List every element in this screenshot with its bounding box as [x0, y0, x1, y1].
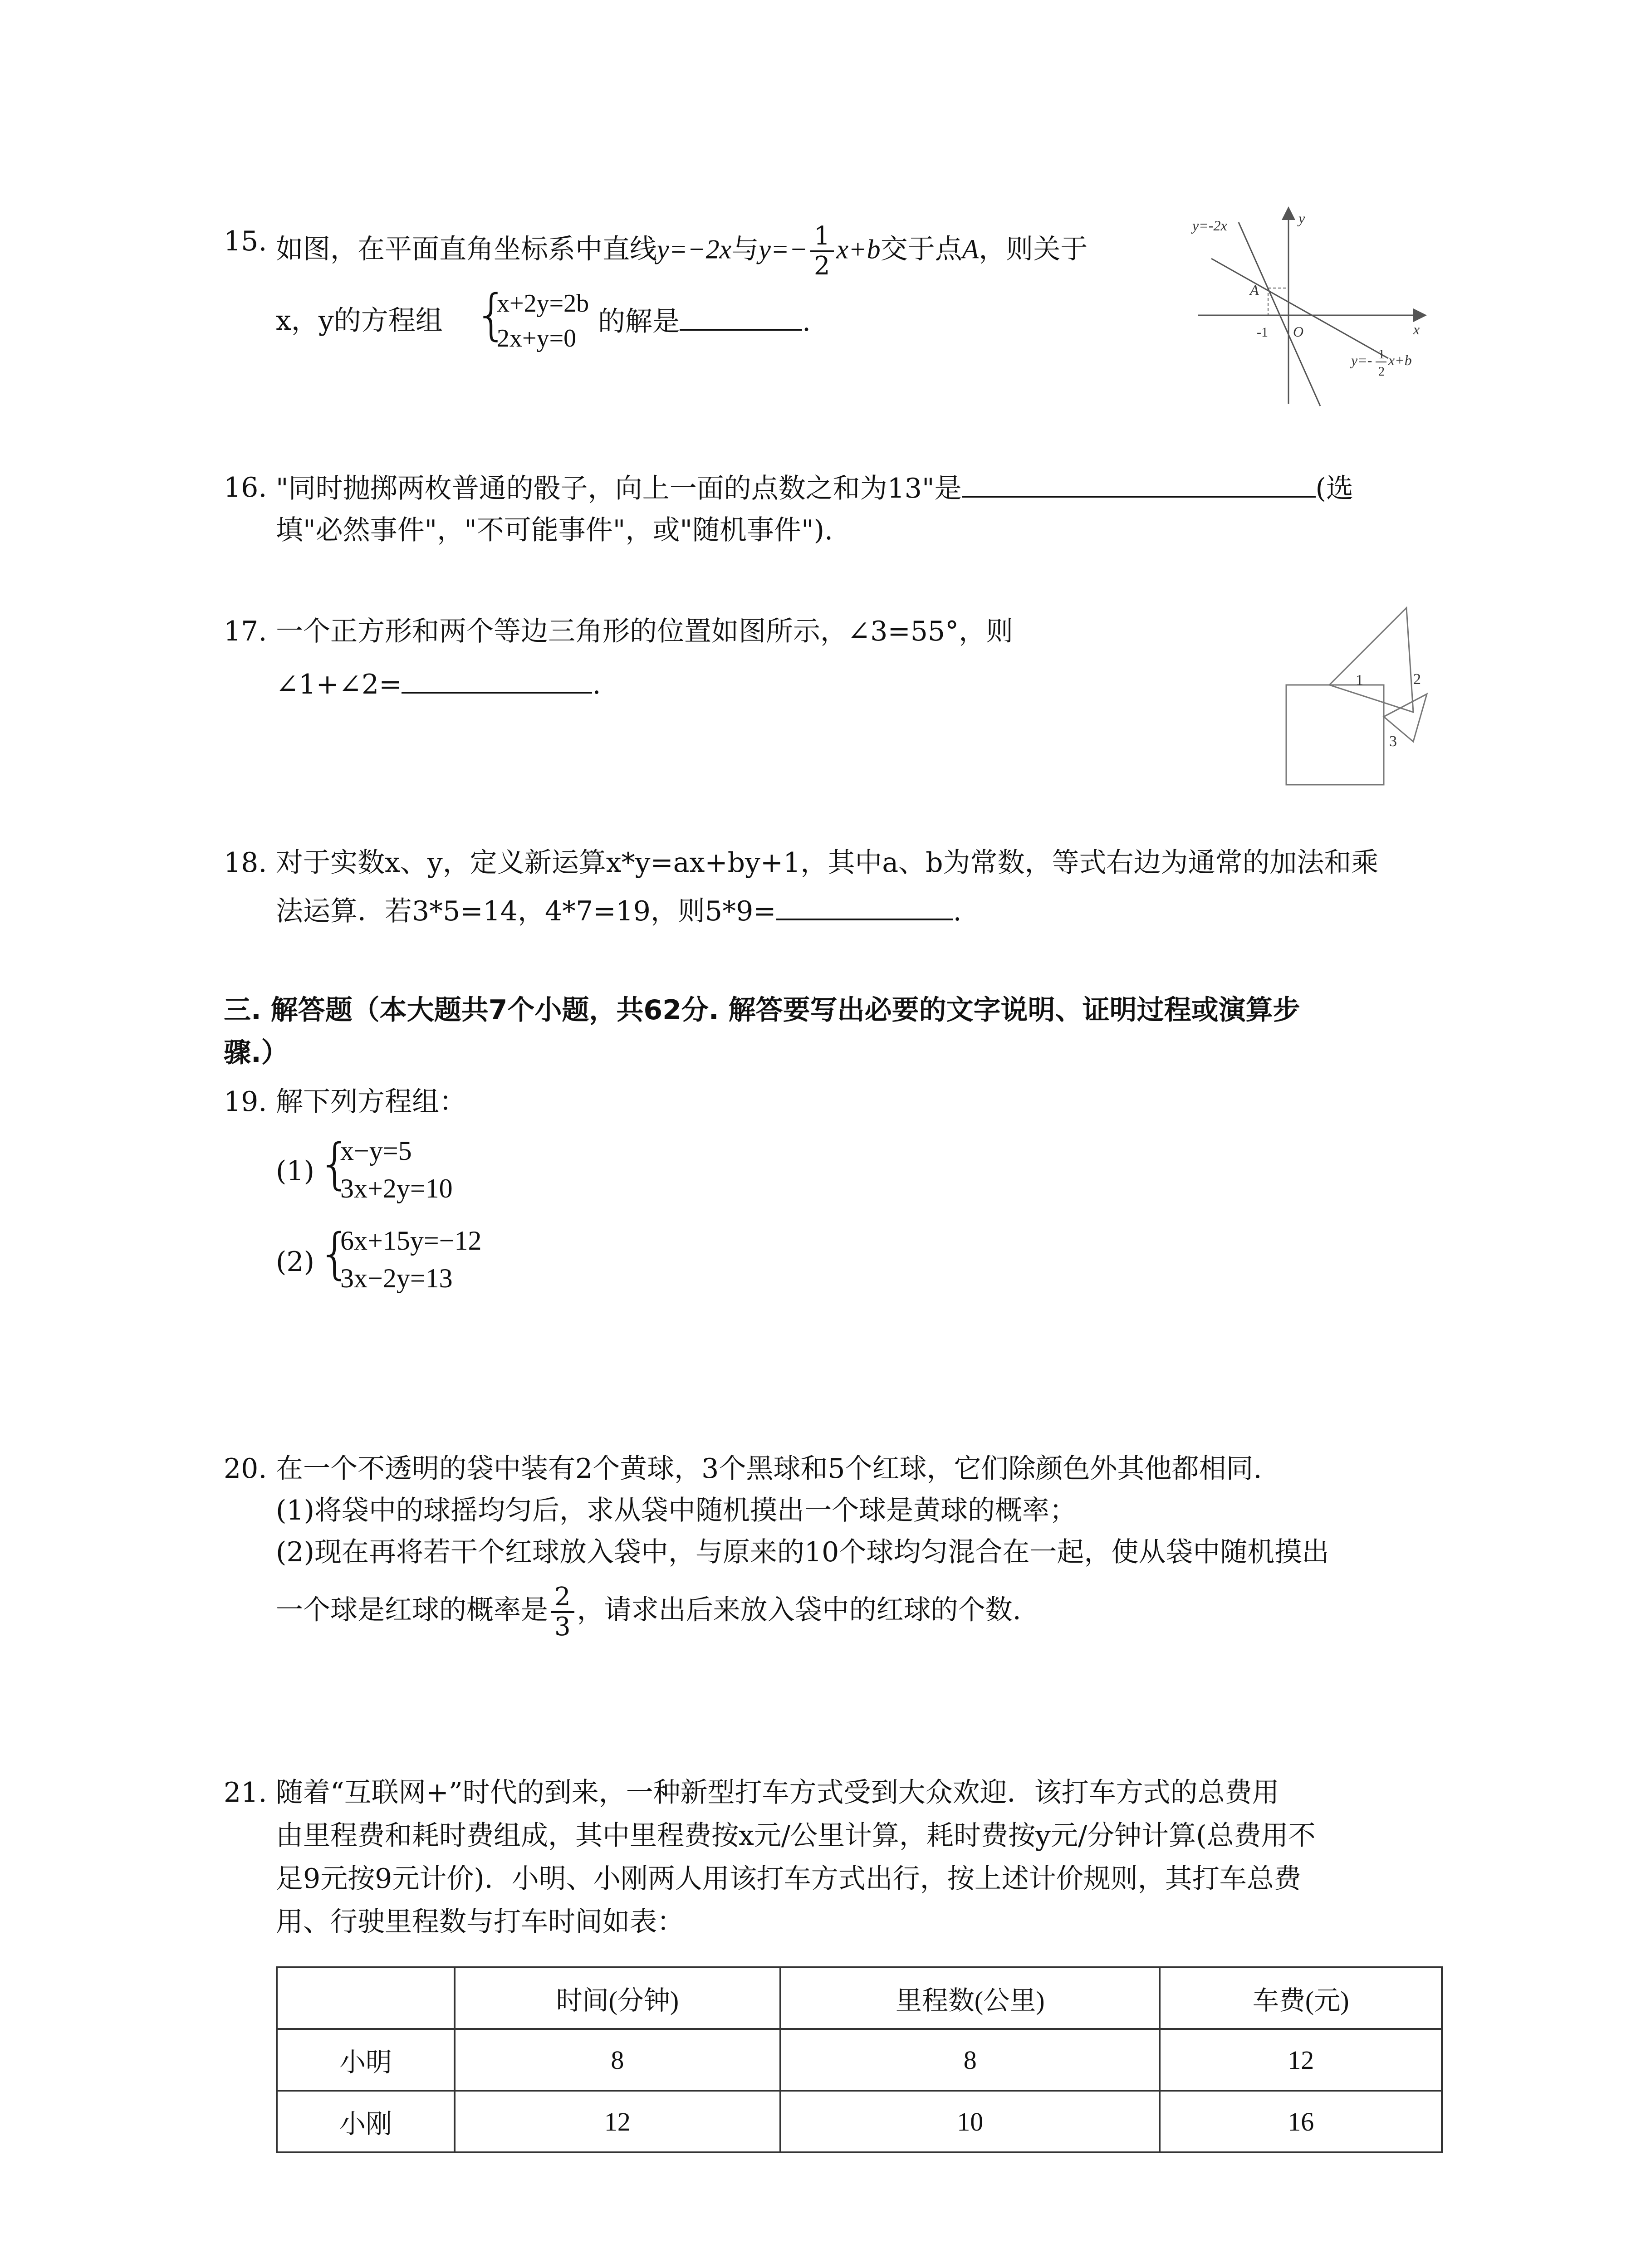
q16-text: "同时抛掷两枚普通的骰子，向上一面的点数之和为13"是 [276, 473, 962, 504]
q15-text-b: 与 [731, 233, 759, 265]
q20-number: 20. [224, 1453, 267, 1485]
square-shape [1286, 685, 1384, 785]
table-cell: 8 [455, 2029, 780, 2091]
graph-label-origin: O [1293, 323, 1304, 340]
table-cell: 16 [1160, 2091, 1442, 2152]
q21-line1: 随着“互联网+”时代的到来，一种新型打车方式受到大众欢迎．该打车方式的总费用 [276, 1777, 1279, 1809]
graph-label-right-num: 1 [1378, 347, 1385, 362]
q19-number: 19. [224, 1086, 267, 1118]
q19-part2-label: (2) [276, 1246, 314, 1278]
q19-instruction: 解下列方程组： [276, 1086, 466, 1118]
q15-eq1: y=−2x [657, 234, 732, 264]
table-header-cell: 车费(元) [1160, 1967, 1442, 2029]
q15-answer-blank [680, 302, 802, 331]
angle-label-3: 3 [1389, 733, 1397, 750]
q15-frac-num: 1 [810, 222, 834, 252]
table-header-cell: 时间(分钟) [455, 1967, 780, 2029]
graph-label-right-den: 2 [1378, 365, 1385, 379]
q15-text-c: 交于点 [880, 233, 962, 265]
q15-eq2-b: x+b [836, 234, 881, 264]
q19-part1-label: (1) [276, 1155, 314, 1187]
q18-period: . [953, 895, 962, 927]
q15-text-d: ，则关于 [979, 233, 1088, 265]
q21-line4: 用、行驶里程数与打车时间如表： [276, 1906, 684, 1938]
q18-line2 [276, 891, 962, 930]
section3-heading-line2: 骤.） [224, 1037, 289, 1069]
table-cell: 12 [1160, 2029, 1442, 2091]
q16-number: 16. [224, 472, 267, 503]
q18-answer-blank [776, 891, 953, 920]
brace-icon: { [474, 284, 509, 347]
q16-answer-blank [962, 469, 1316, 498]
q15-frac-den: 2 [813, 251, 830, 281]
q20-line3: (2)现在再将若干个红球放入袋中，与原来的10个球均匀混合在一起，使从袋中随机摸出 [276, 1536, 1329, 1568]
table-header-cell [277, 1967, 455, 2029]
q17-answer-blank [402, 665, 592, 694]
q19-part2-system [318, 1219, 544, 1296]
table-header-row [277, 1967, 1442, 2029]
graph-label-right-a: y=- [1351, 352, 1372, 368]
angle-label-1: 1 [1356, 672, 1363, 689]
table-cell: 10 [780, 2091, 1160, 2152]
q17-number: 17. [224, 616, 267, 647]
q15-solution-prompt: 的解是 [598, 306, 680, 337]
q15-period: . [802, 306, 811, 337]
q15-eq2-a: y=− [759, 234, 808, 264]
table-row [277, 2091, 1442, 2152]
q19-p2-eq2: 3x−2y=13 [340, 1263, 453, 1293]
q19-p2-eq1: 6x+15y=−12 [340, 1226, 482, 1256]
q17-square-triangles-figure [1270, 599, 1461, 798]
q20-line1: 在一个不透明的袋中装有2个黄球，3个黑球和5个红球，它们除颜色外其他都相同. [276, 1453, 1262, 1485]
q17-line2 [276, 665, 601, 704]
table-cell: 8 [780, 2029, 1160, 2091]
q17-period: . [592, 669, 601, 700]
q15-text-a: 如图，在平面直角坐标系中直线 [276, 233, 657, 265]
q20-text-b: ，请求出后来放入袋中的红球的个数. [577, 1594, 1021, 1626]
large-triangle-shape [1329, 608, 1413, 712]
q19-p1-eq1: x−y=5 [340, 1136, 412, 1166]
q16-text-end: (选 [1315, 473, 1353, 504]
q20-text-a: 一个球是红球的概率是 [276, 1594, 548, 1626]
line-y-neg2x [1239, 222, 1320, 406]
q15-line2-label: x，y的方程组 [276, 305, 443, 337]
q15-fraction [810, 222, 834, 280]
graph-label-neg1: -1 [1257, 325, 1268, 340]
table-header-cell: 里程数(公里) [780, 1967, 1160, 2029]
graph-label-left-line: y=-2x [1192, 217, 1227, 234]
q18-number: 18. [224, 847, 267, 879]
q15-point: A [962, 234, 979, 264]
q17-line1: 一个正方形和两个等边三角形的位置如图所示，∠3=55°，则 [276, 616, 1014, 647]
q15-line2-rest [598, 302, 811, 341]
graph-label-y: y [1298, 210, 1305, 226]
q18-text: 法运算．若3*5=14，4*7=19，则5*9= [276, 895, 776, 927]
q21-line2: 由里程费和耗时费组成，其中里程费按x元/公里计算，耗时费按y元/分钟计算(总费用不 [276, 1820, 1316, 1852]
q20-fraction [551, 1583, 574, 1641]
q16-line2: 填"必然事件"，"不可能事件"，或"随机事件"). [276, 514, 833, 546]
graph-label-right-b: x+b [1388, 352, 1412, 368]
q15-equation-system [474, 285, 610, 353]
graph-label-x: x [1413, 321, 1420, 337]
angle-label-2: 2 [1413, 671, 1421, 688]
q21-line3: 足9元按9元计价)．小明、小刚两人用该打车方式出行，按上述计价规则，其打车总费 [276, 1863, 1301, 1895]
q16-line1 [276, 469, 1353, 508]
q20-frac-den: 3 [554, 1612, 571, 1642]
q19-p1-eq2: 3x+2y=10 [340, 1173, 453, 1203]
table-cell: 小明 [277, 2029, 455, 2091]
graph-label-A: A [1250, 282, 1259, 298]
table-row [277, 2029, 1442, 2091]
table-cell: 小刚 [277, 2091, 455, 2152]
q21-fare-table [276, 1966, 1443, 2153]
q18-line1: 对于实数x、y，定义新运算x*y=ax+by+1，其中a、b为常数，等式右边为通常的加法和乘 [276, 847, 1379, 879]
q20-line2: (1)将袋中的球摇均匀后，求从袋中随机摸出一个球是黄球的概率； [276, 1495, 1077, 1526]
q15-line1 [276, 222, 1087, 280]
q17-angle-sum: ∠1+∠2= [276, 669, 402, 700]
q20-frac-num: 2 [551, 1583, 574, 1613]
brace-icon: { [318, 1222, 353, 1286]
q20-line4 [276, 1583, 1021, 1641]
q15-sys-eq1: x+2y=2b [497, 289, 589, 318]
q15-coordinate-graph [1184, 204, 1447, 413]
brace-icon: { [318, 1133, 353, 1196]
q21-number: 21. [224, 1777, 267, 1809]
section3-heading-line1: 三. 解答题（本大题共7个小题，共62分. 解答要写出必要的文字说明、证明过程或演算步 [224, 994, 1300, 1026]
q19-part1-system [318, 1129, 499, 1207]
line-y-half-x-plus-b [1211, 259, 1388, 358]
table-cell: 12 [455, 2091, 780, 2152]
q15-sys-eq2: 2x+y=0 [497, 324, 577, 352]
q15-number: 15. [224, 225, 267, 257]
